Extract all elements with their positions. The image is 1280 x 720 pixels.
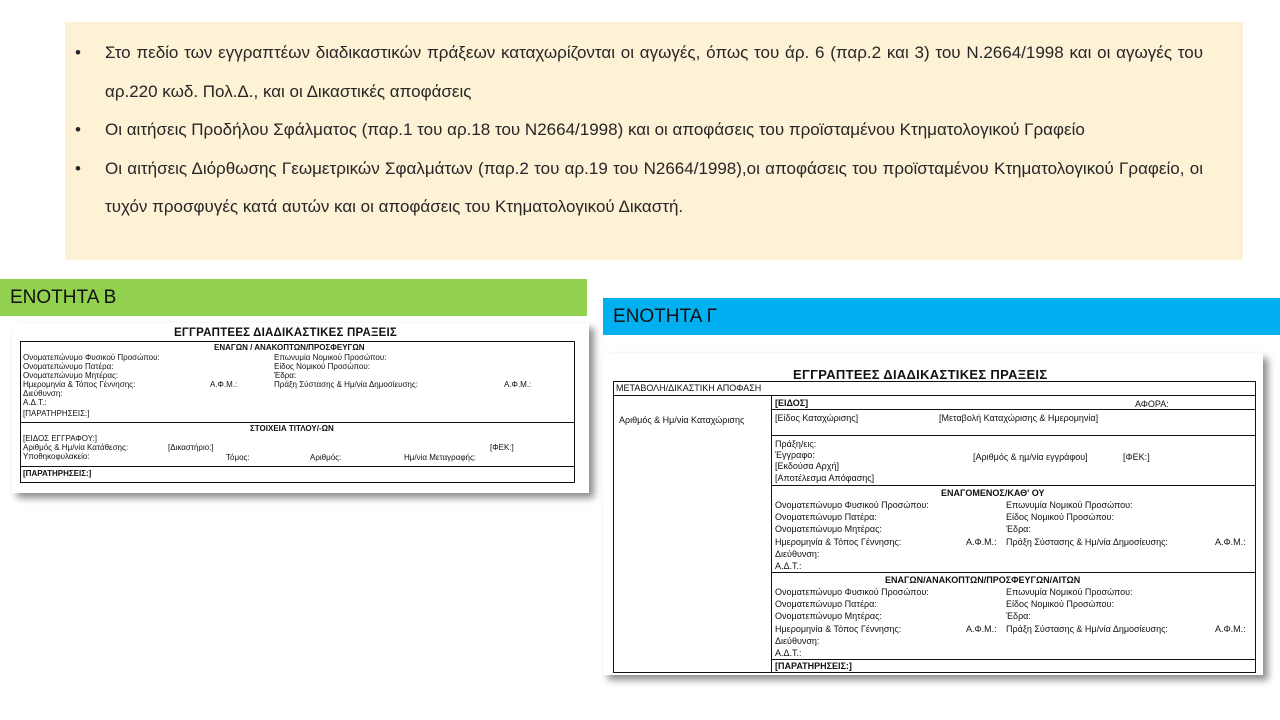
field-label: Ονοματεπώνυμο Μητέρας: [775,611,882,621]
divider [771,395,772,673]
field-label: [Αποτέλεσμα Απόφασης] [775,473,875,483]
field-label: Διεύθυνση: [775,636,820,646]
field-label: Ονοματεπώνυμο Πατέρα: [775,599,877,609]
section-b-form-image [12,323,589,493]
field-label: Ημερομηνία & Τόπος Γέννησης: [23,380,136,389]
title-header: ΣΤΟΙΧΕΙΑ ΤΙΤΛΟΥ/-ΩΝ [250,424,334,433]
field-label: [Εκδούσα Αρχή] [775,461,839,471]
field-label: Α.Δ.Τ.: [775,648,802,658]
field-label: Επωνυμία Νομικού Προσώπου: [1006,587,1133,597]
field-label: Ονοματεπώνυμο Πατέρα: [775,512,877,522]
field-label: Διεύθυνση: [775,549,820,559]
divider [20,466,575,467]
field-label: Ονοματεπώνυμο Πατέρα: [23,362,114,371]
remarks-label: [ΠΑΡΑΤΗΡΗΣΕΙΣ:] [23,469,92,478]
bullet-icon: • [75,158,81,178]
divider [771,409,1256,410]
bullet-item: • Οι αιτήσεις Διόρθωσης Γεωμετρικών Σφαλμάτων (παρ.2 του αρ.19 του Ν2664/1998),οι αποφάσεις του προϊσταμένου Κτηματολογικού Γραφείο, οι τυχόν προσφυγές κατά αυτών και οι αποφάσεις του Κτηματολογικού Δικαστή. [65,150,1243,227]
field-label: Τόμος: [226,453,250,462]
afm-label: Α.Φ.Μ.: [966,537,997,547]
afm-label: Α.Φ.Μ.: [210,380,238,389]
type-label: [ΕΙΔΟΣ] [775,398,809,408]
field-label: Επωνυμία Νομικού Προσώπου: [274,353,387,362]
plaintiff-header: ΕΝΑΓΩΝ/ΑΝΑΚΟΠΤΩΝ/ΠΡΟΣΦΕΥΓΩΝ/ΑΙΤΩΝ [885,575,1081,585]
field-label: [Δικαστήριο:] [168,443,214,452]
field-label: Έδρα: [1006,611,1031,621]
bullet-icon: • [75,120,81,139]
section-b-label: ΕΝΟΤΗΤΑ Β [0,279,587,316]
change-decision-label: ΜΕΤΑΒΟΛΗ/ΔΙΚΑΣΤΙΚΗ ΑΠΟΦΑΣΗ [616,383,762,393]
field-label: Ονοματεπώνυμο Φυσικού Προσώπου: [775,587,929,597]
defendant-header: ΕΝΑΓΟΜΕΝΟΣ/ΚΑΘ' ΟΥ [941,488,1045,498]
bullet-item: • Στο πεδίο των εγγραπτέων διαδικαστικών πράξεων καταχωρίζονται οι αγωγές, όπως του άρ. 6 (παρ.2 και 3) του Ν.2664/1998 και οι αγωγές του αρ.220 κωδ. Πολ.Δ., και οι Δικαστικές αποφάσεις [65,34,1243,111]
field-label: Υποθηκοφυλακείο: [23,452,90,461]
field-label: Ονοματεπώνυμο Μητέρας: [775,524,882,534]
divider [613,395,1256,396]
field-label: Ημερομηνία & Τόπος Γέννησης: [775,537,902,547]
divider [771,435,1256,436]
field-label: Έγγραφο: [775,450,815,460]
concerns-label: ΑΦΟΡΑ: [1135,399,1169,409]
field-label: Πράξη Σύστασης & Ημ/νία Δημοσίευσης: [1006,624,1168,634]
section-g-label: ΕΝΟΤΗΤΑ Γ [603,298,1280,335]
divider [771,659,1256,660]
field-label: Είδος Νομικού Προσώπου: [1006,599,1114,609]
bullet-icon: • [75,43,81,62]
field-label: [ΕΙΔΟΣ ΕΓΓΡΑΦΟΥ:] [23,434,98,443]
section-g-form-image [603,353,1263,675]
bullet-item: • Οι αιτήσεις Προδήλου Σφάλματος (παρ.1 του αρ.18 του Ν2664/1998) και οι αποφάσεις του προϊσταμένου Κτηματολογικού Γραφείο [65,111,1243,150]
form-title: ΕΓΓΡΑΠΤΕΕΣ ΔΙΑΔΙΚΑΣΤΙΚΕΣ ΠΡΑΞΕΙΣ [174,327,397,339]
bullet-list [65,22,1243,227]
field-label: Ημ/νία Μεταγραφής: [404,453,477,462]
afm-label: Α.Φ.Μ.: [966,624,997,634]
info-box [65,22,1243,260]
afm-label: Α.Φ.Μ.: [1215,624,1246,634]
reg-number-label: Αριθμός & Ημ/νία Καταχώρισης [619,415,745,425]
field-label: Ονοματεπώνυμο Φυσικού Προσώπου: [775,500,929,510]
reg-type-label: [Είδος Καταχώρισης] [775,413,859,423]
divider [771,572,1256,573]
field-label: Έδρα: [274,371,297,380]
field-label: Διεύθυνση: [23,389,63,398]
field-label: Αριθμός & Ημ/νία Κατάθεσης: [23,443,129,452]
remarks-label: [ΠΑΡΑΤΗΡΗΣΕΙΣ:] [775,661,852,671]
field-label: [ΦΕΚ:] [1123,452,1150,462]
field-label: Είδος Νομικού Προσώπου: [274,362,370,371]
remarks-label: [ΠΑΡΑΤΗΡΗΣΕΙΣ:] [23,409,90,418]
field-label: Ονοματεπώνυμο Φυσικού Προσώπου: [23,353,160,362]
field-label: Ημερομηνία & Τόπος Γέννησης: [775,624,902,634]
afm-label: Α.Φ.Μ.: [504,380,532,389]
divider [20,422,575,423]
field-label: Έδρα: [1006,524,1031,534]
field-label: Είδος Νομικού Προσώπου: [1006,512,1114,522]
field-label: Πράξη Σύστασης & Ημ/νία Δημοσίευσης: [274,380,418,389]
field-label: Α.Δ.Τ.: [775,561,802,571]
field-label: Ονοματεπώνυμο Μητέρας: [23,371,119,380]
field-label: Αριθμός: [310,453,342,462]
field-label: Επωνυμία Νομικού Προσώπου: [1006,500,1133,510]
field-label: Πράξη Σύστασης & Ημ/νία Δημοσίευσης: [1006,537,1168,547]
field-label: [Αριθμός & ημ/νία εγγράφου] [973,452,1088,462]
form-title: ΕΓΓΡΑΠΤΕΕΣ ΔΙΑΔΙΚΑΣΤΙΚΕΣ ΠΡΑΞΕΙΣ [793,367,1048,382]
change-reg-label: [Μεταβολή Καταχώρισης & Ημερομηνία] [939,413,1099,423]
field-label: [ΦΕΚ:] [490,443,514,452]
party-header: ΕΝΑΓΩΝ / ΑΝΑΚΟΠΤΩΝ/ΠΡΟΣΦΕΥΓΩΝ [214,343,365,352]
field-label: Πράξη/εις: [775,439,817,449]
field-label: Α.Δ.Τ.: [23,398,47,407]
afm-label: Α.Φ.Μ.: [1215,537,1246,547]
divider [771,485,1256,486]
